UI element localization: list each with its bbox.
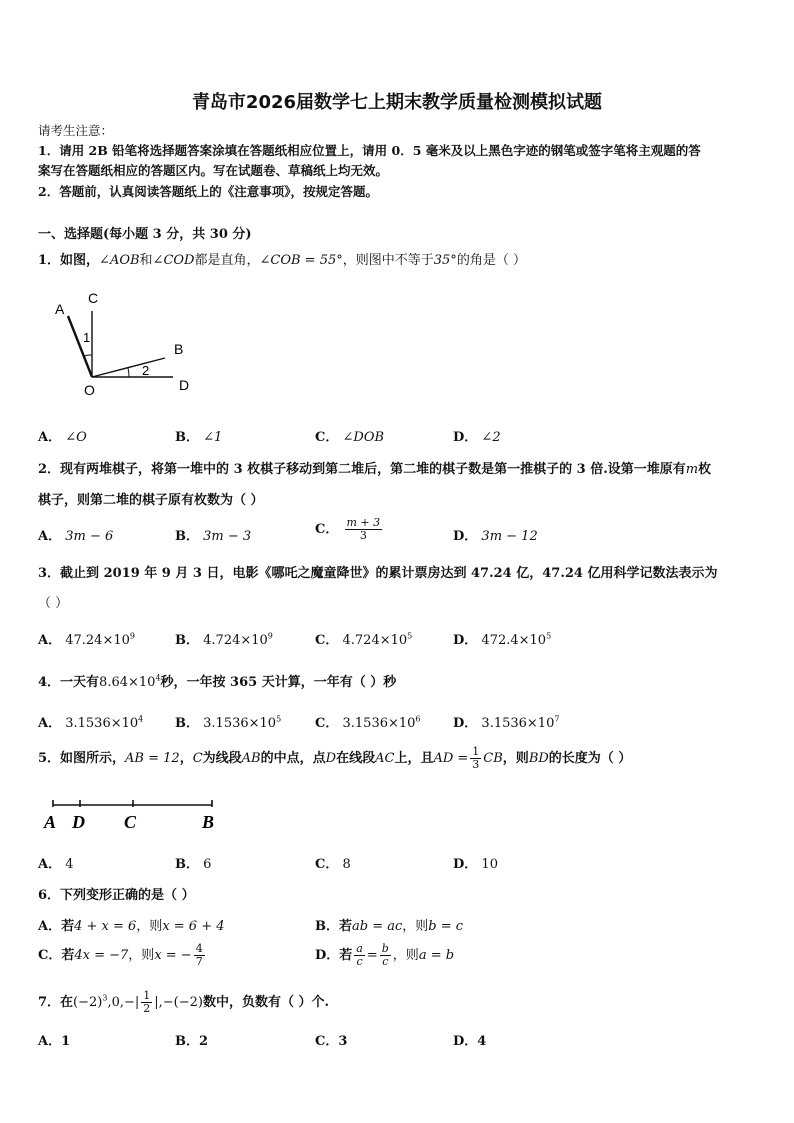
- q6-option-a[interactable]: A．若4 + x = 6，则x = 6 + 4: [38, 919, 225, 934]
- question-3-line-1: 3．截止到 2019 年 9 月 3 日，电影《哪吒之魔童降世》的累计票房达到 47.24 亿，47.24 亿用科学记数法表示为: [38, 566, 718, 581]
- notice-heading: 请考生注意：: [38, 123, 114, 138]
- page-title: 青岛市2026届数学七上期末教学质量检测模拟试题: [191, 92, 603, 113]
- q7-option-c[interactable]: C．3: [315, 1034, 348, 1049]
- q1-option-c[interactable]: C． ∠DOB: [315, 430, 385, 445]
- q2-option-a[interactable]: A． 3m − 6: [38, 529, 114, 544]
- q6-option-c[interactable]: C．若4x = −7，则x = − $\frac{4}{7}$: [38, 942, 203, 968]
- q3-option-a[interactable]: A． $47.24\times 10^9$: [38, 631, 135, 648]
- question-1-stem: 1．如图，∠AOB和∠COD都是直角，∠COB = 55°，则图中不等于35°的角是（ ）: [38, 253, 526, 268]
- q7-option-d[interactable]: D．4: [453, 1034, 487, 1049]
- q6-option-b[interactable]: B．若ab = ac，则b = c: [315, 919, 464, 934]
- q6-option-d[interactable]: D．若 $\frac{a}{c}$ = $\frac{b}{c}$ ，则a = b: [315, 942, 455, 968]
- notice-line-2: 案写在答题纸相应的答题区内。写在试题卷、草稿纸上均无效。: [38, 163, 389, 178]
- q4-option-d[interactable]: D． $3.1536\times 10^7$: [453, 714, 560, 731]
- ray-oa: [68, 316, 92, 377]
- q3-option-c[interactable]: C． $4.724\times 10^5$: [315, 631, 413, 648]
- label-d: D: [179, 377, 190, 393]
- label-c: C: [88, 290, 99, 306]
- label-o: O: [84, 382, 95, 398]
- label-angle-2: 2: [142, 363, 150, 378]
- q5-option-d[interactable]: D． 10: [453, 857, 498, 872]
- q2-option-c[interactable]: C． $\frac{m + 3}{3}$: [315, 516, 381, 542]
- q7-option-a[interactable]: A．1: [38, 1034, 71, 1049]
- q2-option-d[interactable]: D． 3m − 12: [453, 529, 538, 544]
- section-heading: 一、选择题(每小题 3 分，共 30 分): [38, 227, 252, 242]
- seg-label-c: C: [124, 812, 137, 832]
- seg-label-b: B: [202, 812, 215, 832]
- label-angle-1: 1: [83, 330, 91, 345]
- notice-line-3: 2．答题前，认真阅读答题纸上的《注意事项》，按规定答题。: [38, 184, 378, 199]
- question-2-line-2: 棋子，则第二堆的棋子原有枚数为（ ）: [38, 493, 264, 508]
- question-5-figure: [40, 796, 225, 836]
- seg-label-d: D: [72, 812, 85, 832]
- label-b: B: [174, 341, 184, 357]
- q5-option-a[interactable]: A． 4: [38, 857, 74, 872]
- q1-option-b[interactable]: B． ∠1: [175, 430, 223, 445]
- label-a: A: [55, 301, 65, 317]
- question-1-figure: [40, 284, 210, 402]
- question-2-line-1: 2．现有两堆棋子，将第一堆中的 3 枚棋子移动到第二堆后，第二堆的棋子数是第一推棋子的 3 倍.设第一堆原有m枚: [38, 462, 712, 477]
- q4-option-a[interactable]: A． $3.1536\times 10^4$: [38, 714, 144, 731]
- q1-option-a[interactable]: A． ∠O: [38, 430, 87, 445]
- seg-label-a: A: [44, 812, 57, 832]
- q7-option-b[interactable]: B．2: [175, 1034, 209, 1049]
- question-3-line-2: （ ）: [38, 596, 69, 611]
- q4-option-c[interactable]: C． $3.1536\times 10^6$: [315, 714, 421, 731]
- angle-1-arc: [84, 355, 92, 356]
- notice-line-1: 1．请用 2B 铅笔将选择题答案涂填在答题纸相应位置上，请用 0．5 毫米及以上黑色字迹的钢笔或签字笔将主观题的答: [38, 143, 701, 158]
- q4-option-b[interactable]: B． $3.1536\times 10^5$: [175, 714, 282, 731]
- angle-2-arc: [128, 368, 129, 377]
- q2-option-b[interactable]: B． 3m − 3: [175, 529, 252, 544]
- q3-option-b[interactable]: B． $4.724\times 10^9$: [175, 631, 273, 648]
- question-4-stem: 4．一天有$8.64\times 10^4$秒，一年按 365 天计算，一年有（ ）秒: [38, 673, 397, 690]
- q5-option-c[interactable]: C． 8: [315, 857, 351, 872]
- q5-option-b[interactable]: B． 6: [175, 857, 212, 872]
- question-6-stem: 6．下列变形正确的是（ ）: [38, 888, 195, 903]
- question-5-stem: 5．如图所示，AB = 12，C为线段AB的中点，点D在线段AC上，且AD = $\frac{1}{3}$ CB，则BD的长度为（ ）: [38, 745, 632, 771]
- question-7-stem: 7．在$(-2)^3,0,-|$ $\frac{1}{2}$ |,−(−2)数中，负数有（ ）个.: [38, 989, 330, 1015]
- q3-option-d[interactable]: D． $472.4\times 10^5$: [453, 631, 552, 648]
- q1-option-d[interactable]: D． ∠2: [453, 430, 501, 445]
